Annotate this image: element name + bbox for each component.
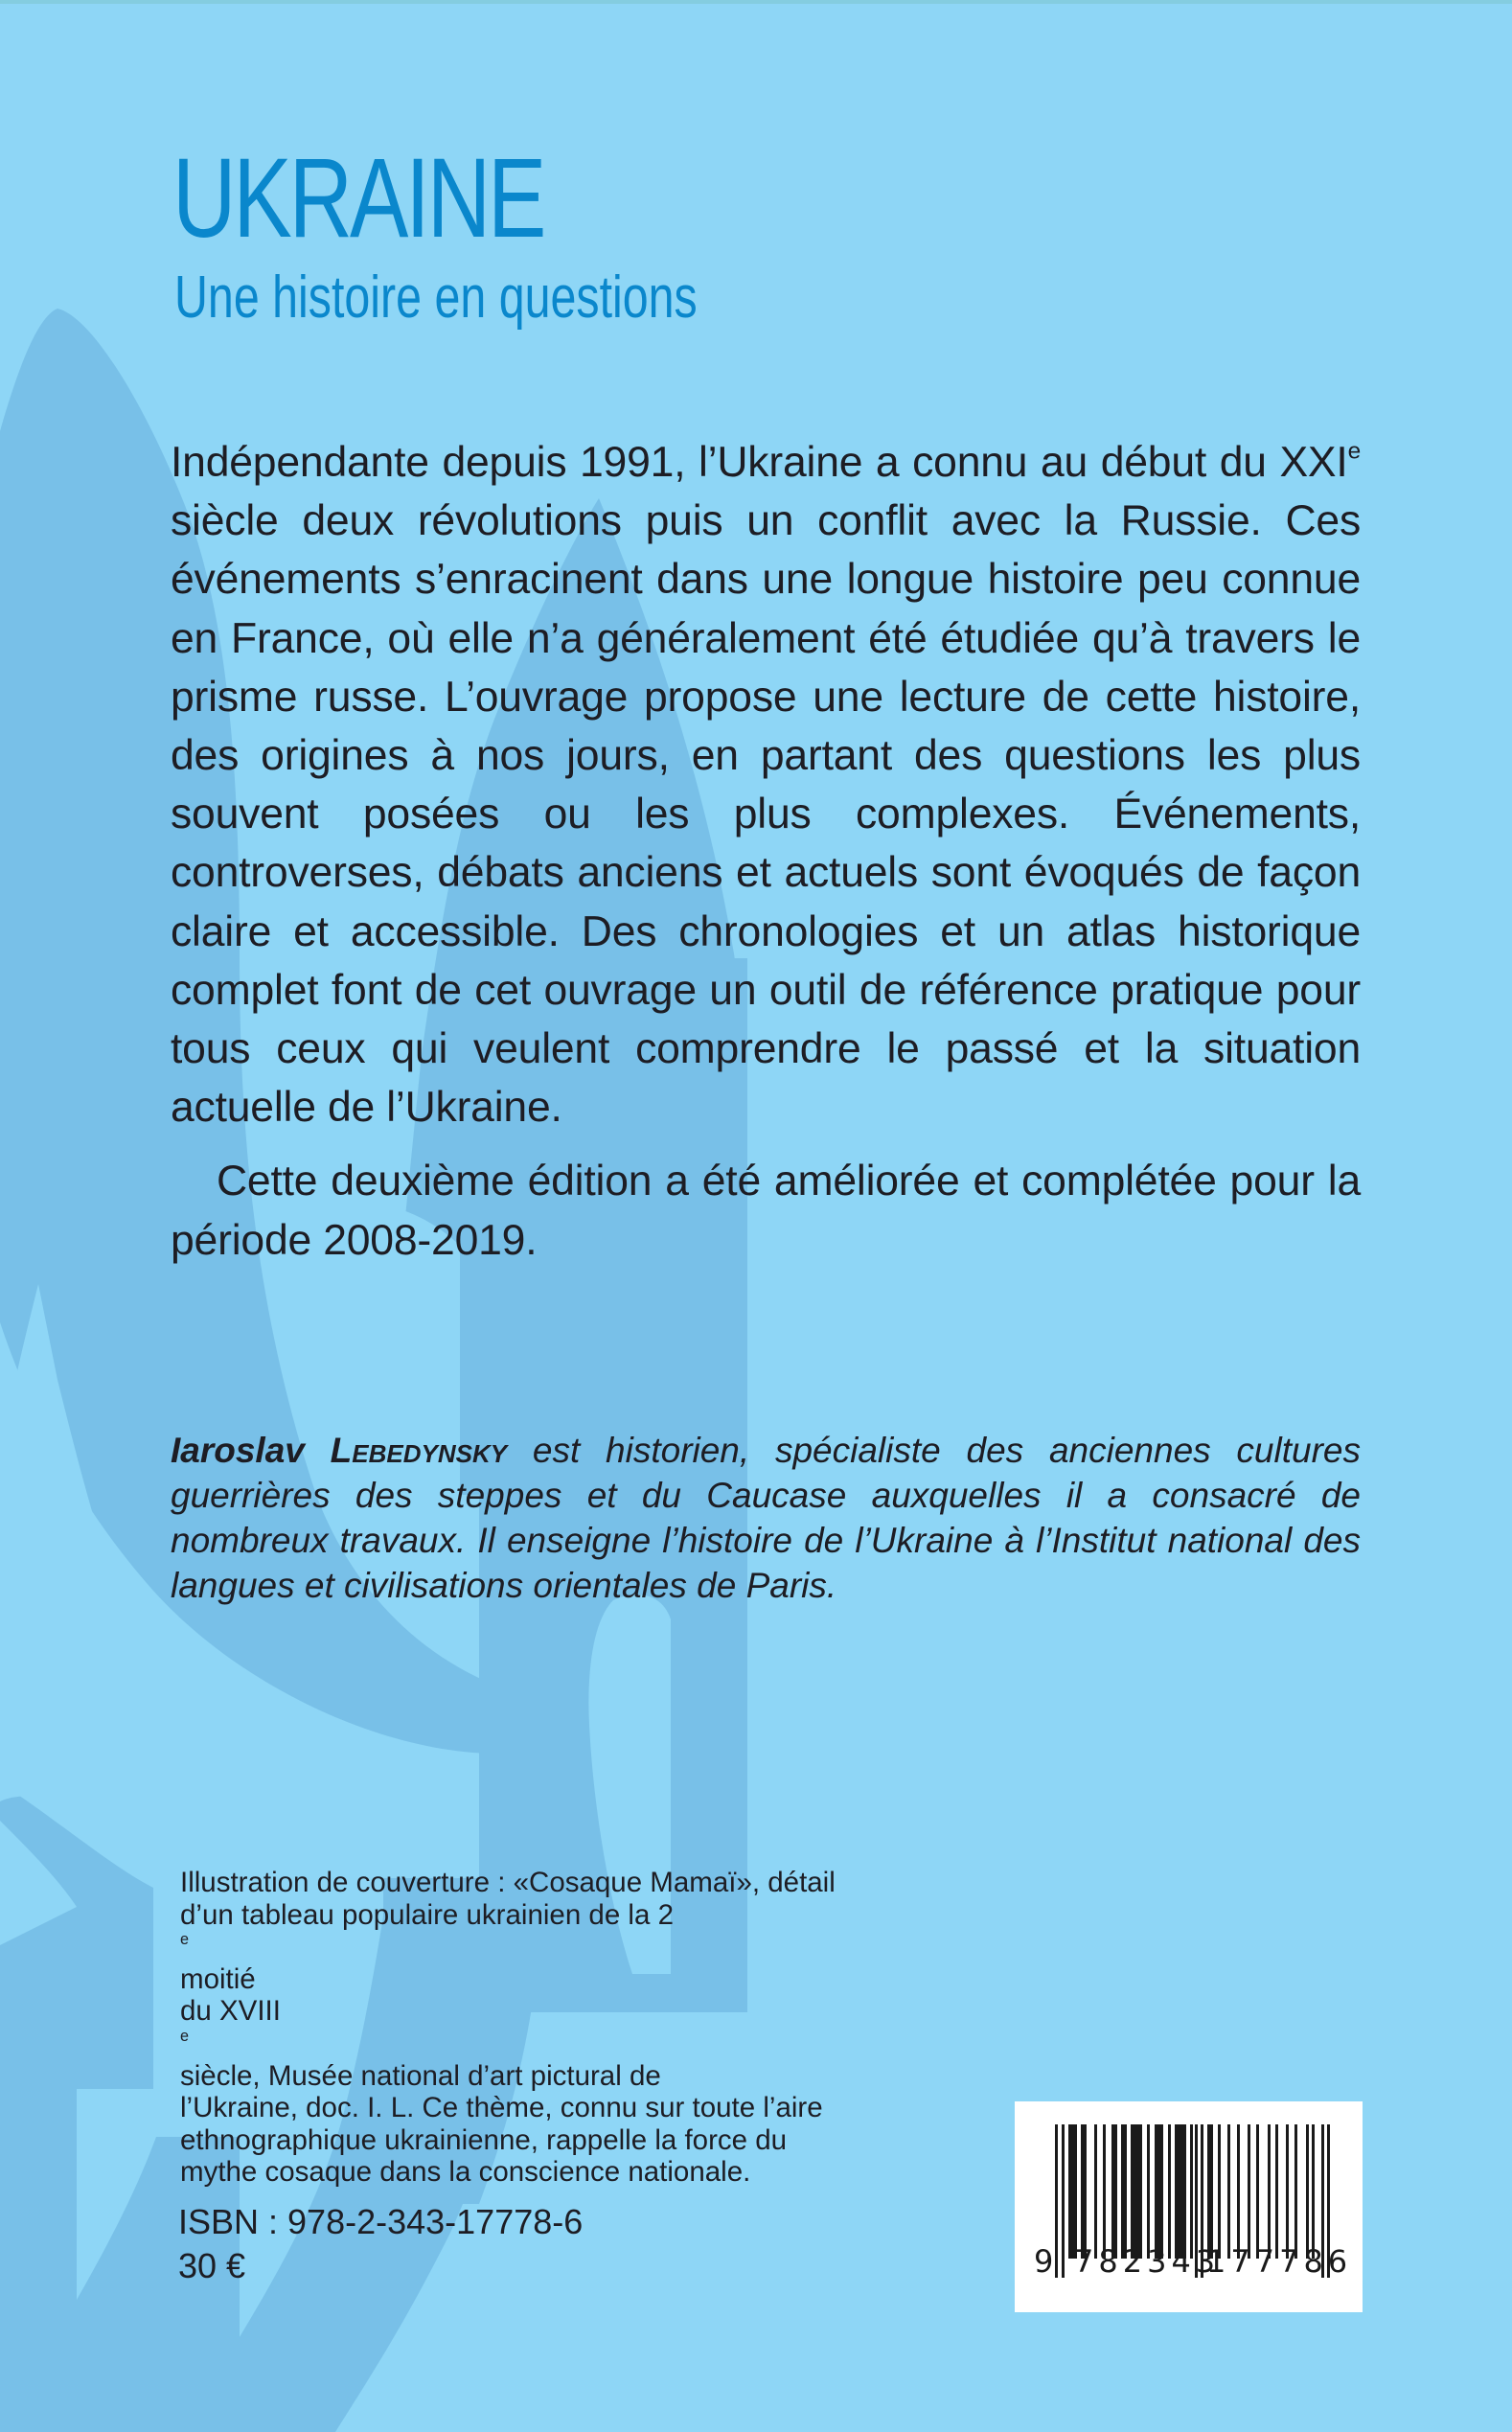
barcode-digits-left: 782343 [1074, 2243, 1221, 2280]
book-subtitle: Une histoire en questions [174, 264, 698, 331]
blurb-paragraph-2: Cette deuxième édition a été améliorée et complétée pour la période 2008-2019. [171, 1158, 1361, 1264]
cover-illustration-credit [180, 1867, 947, 2189]
blurb-text: siècle deux révolutions puis un conflit avec la Russie. [171, 497, 1262, 545]
blurb-century: XXI [1279, 439, 1348, 486]
blurb-text: Ces événements s’enracinent dans une longue histoire peu connue en France, où elle n’a généralement été étudiée qu’à travers le prisme russe. L’ouvrage propose une lecture de cette histoire, des origines à nos jours, en partant des questions les plus souvent posées ou les plus complexes. Événements, controverses, débats anciens et actuels sont évoqués de façon claire et accessible. Des chronologies et un atlas historique complet font de cet ouvrage un outil de référence pratique pour tous ceux qui veulent comprendre le passé et la situation actuelle de l’Ukraine. [171, 497, 1361, 1132]
caption-line: Illustration de couverture : «Cosaque Mamaï», détail [180, 1867, 836, 1898]
caption-line [180, 1995, 947, 2092]
caption-line: l’Ukraine, doc. I. L. Ce thème, connu sur toute l’aire [180, 2092, 823, 2124]
author-bio-text: est historien, spécialiste des anciennes cultures guerrières des steppes et du Caucase auxquelles il a consacré de nombreux travaux. Il enseigne l’histoire de l’Ukraine à l’Institut national des langues et civilisations orientales de Paris. [171, 1431, 1361, 1605]
caption-line: mythe cosaque dans la conscience nationale. [180, 2156, 751, 2189]
isbn-number: ISBN : 978-2-343-17778-6 [178, 2202, 584, 2241]
barcode [1015, 2101, 1363, 2312]
author-first-name: Iaroslav [171, 1431, 305, 1470]
caption-text: moitié [180, 1962, 256, 1995]
blurb-century-sup: e [1347, 438, 1361, 465]
caption-text: siècle, Musée national d’art pictural de [180, 2059, 661, 2092]
isbn-price-block [178, 2200, 583, 2288]
author-last-name: Lebedynsky [330, 1431, 508, 1470]
blurb-text: Indépendante depuis 1991, l’Ukraine a connu au début du [171, 439, 1267, 486]
price: 30 € [178, 2246, 246, 2285]
caption-line: ethnographique ukrainienne, rappelle la force du [180, 2123, 788, 2156]
caption-text: du XVIII [180, 1995, 281, 2028]
caption-sup: e [180, 2027, 190, 2045]
caption-text: d’un tableau populaire ukrainien de la 2 [180, 1898, 674, 1931]
author-name [171, 1431, 507, 1470]
blurb-paragraph-1 [171, 433, 1361, 1136]
caption-line [180, 1899, 947, 1996]
back-cover-blurb [171, 433, 1361, 1270]
barcode-digit-first: 9 [1034, 2243, 1059, 2280]
barcode-digits-right: 177786 [1206, 2243, 1353, 2280]
book-title: UKRAINE [172, 135, 544, 262]
caption-sup: e [180, 1931, 190, 1949]
author-bio [171, 1428, 1361, 1608]
